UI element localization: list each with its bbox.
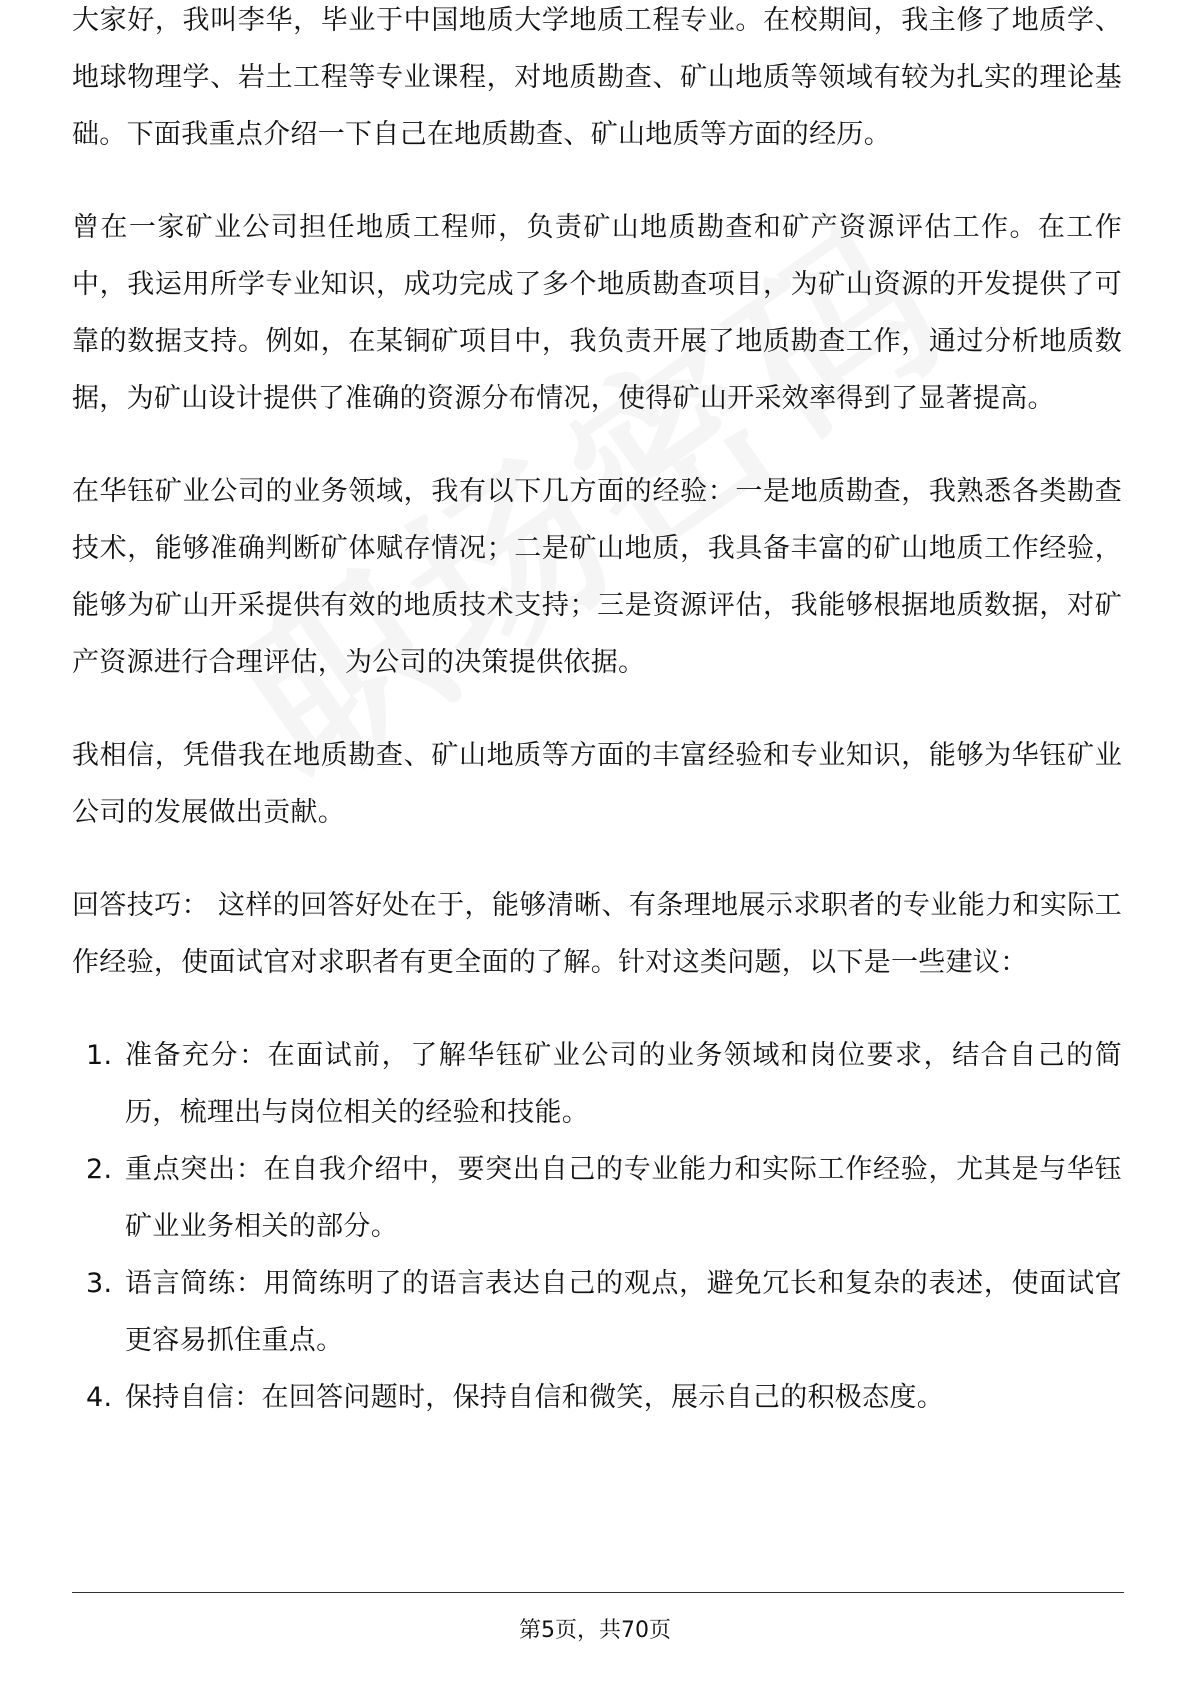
list-item-number: 4. bbox=[86, 1382, 113, 1413]
list-item-number: 1. bbox=[86, 1040, 113, 1071]
list-item-number: 2. bbox=[86, 1154, 113, 1185]
list-item-text: 准备充分：在面试前，了解华钰矿业公司的业务领域和岗位要求，结合自己的简历，梳理出与岗位相关的经验和技能。 bbox=[125, 1040, 1122, 1128]
business-experience-paragraph: 在华钰矿业公司的业务领域，我有以下几方面的经验：一是地质勘查，我熟悉各类勘查技术，能够准确判断矿体赋存情况；二是矿山地质，我具备丰富的矿山地质工作经验，能够为矿山开采提供有效的地质技术支持；三是资源评估，我能够根据地质数据，对矿产资源进行合理评估，为公司的决策提供依据。 bbox=[72, 476, 1122, 678]
answer-tips-paragraph: 回答技巧： 这样的回答好处在于，能够清晰、有条理地展示求职者的专业能力和实际工作经验，使面试官对求职者有更全面的了解。针对这类问题，以下是一些建议： bbox=[72, 890, 1122, 978]
list-item-number: 3. bbox=[86, 1268, 113, 1299]
intro-paragraph: 大家好，我叫李华，毕业于中国地质大学地质工程专业。在校期间，我主修了地质学、地球物理学、岩土工程等专业课程，对地质勘查、矿山地质等领域有较为扎实的理论基础。下面我重点介绍一下自己在地质勘查、矿山地质等方面的经历。 bbox=[72, 5, 1122, 150]
experience-paragraph: 曾在一家矿业公司担任地质工程师，负责矿山地质勘查和矿产资源评估工作。在工作中，我运用所学专业知识，成功完成了多个地质勘查项目，为矿山资源的开发提供了可靠的数据支持。例如，在某铜矿项目中，我负责开展了地质勘查工作，通过分析地质数据，为矿山设计提供了准确的资源分布情况，使得矿山开采效率得到了显著提高。 bbox=[72, 212, 1122, 414]
list-item bbox=[72, 1141, 1122, 1255]
page-content bbox=[72, 0, 1122, 1426]
tips-list bbox=[72, 1027, 1122, 1426]
footer-divider bbox=[72, 1592, 1124, 1593]
list-item bbox=[72, 1255, 1122, 1369]
list-item bbox=[72, 1027, 1122, 1141]
list-item-text: 语言简练：用简练明了的语言表达自己的观点，避免冗长和复杂的表述，使面试官更容易抓住重点。 bbox=[125, 1268, 1122, 1356]
conclusion-paragraph: 我相信，凭借我在地质勘查、矿山地质等方面的丰富经验和专业知识，能够为华钰矿业公司的发展做出贡献。 bbox=[72, 740, 1122, 828]
list-item-text: 保持自信：在回答问题时，保持自信和微笑，展示自己的积极态度。 bbox=[125, 1382, 944, 1413]
list-item bbox=[72, 1369, 1122, 1426]
page-number: 第5页，共70页 bbox=[519, 1618, 671, 1643]
list-item-text: 重点突出：在自我介绍中，要突出自己的专业能力和实际工作经验，尤其是与华钰矿业业务相关的部分。 bbox=[125, 1154, 1122, 1242]
